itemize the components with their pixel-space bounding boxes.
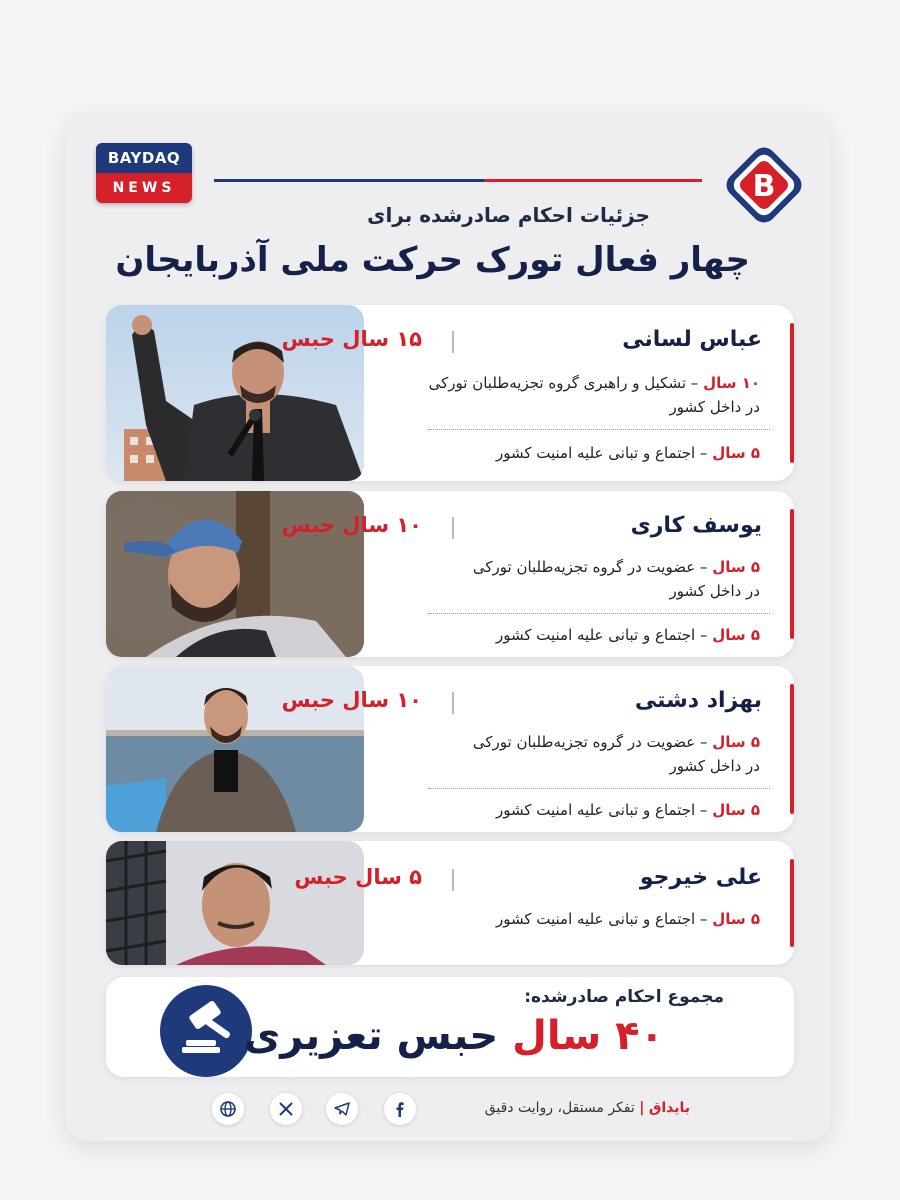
charge-item: [496, 623, 760, 647]
header-title: چهار فعال تورک حرکت ملی آذربایجان: [115, 240, 750, 280]
charge-years: ۵ سال: [712, 910, 760, 928]
header-subtitle: جزئیات احکام صادرشده برای: [367, 203, 650, 227]
accent-bar: [790, 323, 794, 463]
sentence-total: ۱۰ سال حبس: [281, 513, 422, 537]
accent-bar: [790, 859, 794, 947]
b-diamond-logo-icon: [716, 137, 812, 233]
charge-item: [473, 555, 760, 603]
header-divider-blue: [214, 179, 484, 182]
telegram-icon[interactable]: [326, 1093, 358, 1125]
gavel-icon: [160, 985, 252, 1077]
charge-divider: [428, 613, 770, 614]
charge-text-cont: در داخل کشور: [669, 398, 760, 416]
charge-text-cont: در داخل کشور: [669, 582, 760, 600]
name-separator: [452, 692, 454, 714]
header-divider-red: [484, 179, 702, 182]
sentence-total: ۵ سال حبس: [294, 865, 422, 889]
summary-label: مجموع احکام صادرشده:: [524, 987, 724, 1007]
charge-years: ۵ سال: [712, 801, 760, 819]
charge-text-cont: در داخل کشور: [669, 757, 760, 775]
summary-number: ۴۰ سال: [512, 1013, 664, 1059]
charge-item: [496, 907, 760, 931]
person-card-yousef: [106, 491, 794, 657]
name-separator: [452, 331, 454, 353]
charge-divider: [428, 429, 770, 430]
globe-icon[interactable]: [212, 1093, 244, 1125]
facebook-icon[interactable]: [384, 1093, 416, 1125]
charge-item: [496, 441, 760, 465]
person-card-abbas: [106, 305, 794, 481]
name-separator: [452, 517, 454, 539]
summary-type: حبس تعزیری: [243, 1013, 499, 1059]
person-card-behzad: [106, 666, 794, 832]
name-separator: [452, 869, 454, 891]
charge-text: – اجتماع و تبانی علیه امنیت کشور: [495, 444, 708, 462]
footer-separator: |: [639, 1100, 645, 1116]
summary-value: [244, 1013, 664, 1059]
charge-item: [496, 798, 760, 822]
footer-slogan-text: تفکر مستقل، روایت دقیق: [484, 1100, 635, 1116]
baydaq-news-logo[interactable]: [96, 143, 192, 203]
charge-text: – عضویت در گروه تجزیه‌طلبان تورکی: [472, 558, 708, 576]
news-card: [66, 115, 830, 1141]
accent-bar: [790, 684, 794, 814]
summary-box: [106, 977, 794, 1077]
charge-text: – اجتماع و تبانی علیه امنیت کشور: [495, 801, 708, 819]
logo-bottom-text: NEWS: [96, 173, 192, 203]
charge-years: ۱۰ سال: [703, 374, 760, 392]
b-letter: B: [752, 169, 776, 204]
charge-years: ۵ سال: [712, 733, 760, 751]
charge-item: [473, 730, 760, 778]
charge-divider: [428, 788, 770, 789]
charge-years: ۵ سال: [712, 444, 760, 462]
footer-brand: بایداق: [648, 1100, 690, 1116]
footer-slogan: [485, 1100, 690, 1116]
person-card-ali: [106, 841, 794, 965]
charge-text: – عضویت در گروه تجزیه‌طلبان تورکی: [472, 733, 708, 751]
logo-top-text: BAYDAQ: [96, 143, 192, 173]
accent-bar: [790, 509, 794, 639]
charge-text: – اجتماع و تبانی علیه امنیت کشور: [495, 626, 708, 644]
person-name: علی خیرجو: [639, 865, 762, 890]
charge-years: ۵ سال: [712, 558, 760, 576]
sentence-total: ۱۰ سال حبس: [281, 688, 422, 712]
person-photo-ali: [106, 841, 364, 965]
sentence-total: ۱۵ سال حبس: [281, 327, 422, 351]
person-name: بهزاد دشتی: [634, 688, 762, 713]
person-name: یوسف کاری: [630, 513, 762, 538]
x-icon[interactable]: [270, 1093, 302, 1125]
charge-years: ۵ سال: [712, 626, 760, 644]
person-name: عباس لسانی: [622, 327, 762, 352]
charge-text: – تشکیل و راهبری گروه تجزیه‌طلبان تورکی: [428, 374, 699, 392]
charge-text: – اجتماع و تبانی علیه امنیت کشور: [495, 910, 708, 928]
charge-item: [429, 371, 760, 419]
